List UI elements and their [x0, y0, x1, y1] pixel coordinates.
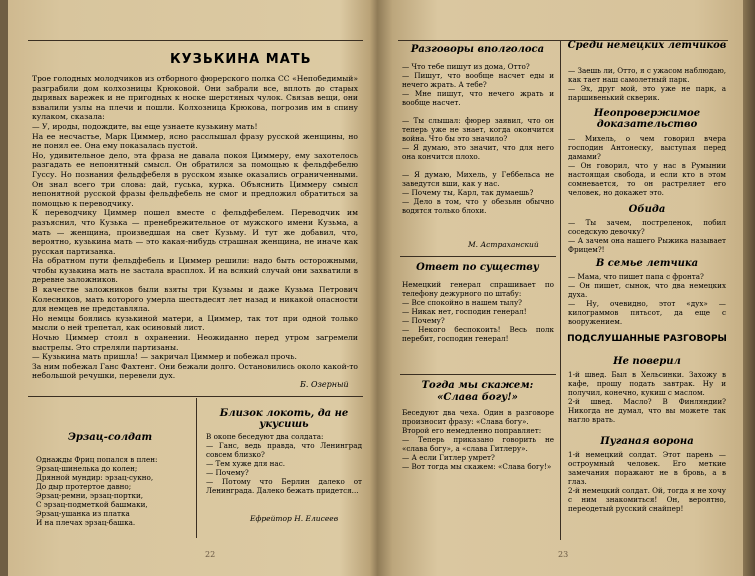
left-page-edge	[0, 0, 8, 576]
col2c-text: — Ты зачем, постреленок, побил соседскую девочку? — А зачем она нашего Рыжика называет Фрицем?!	[568, 218, 726, 254]
top-rule	[28, 40, 363, 41]
col2d-text: — Мама, что пишет папа с фронта? — Он пишет, сынок, что два немецких духа. — Ну, очевидно, этот «дух» — килограммов пятьсот, да еще с вооружением.	[568, 272, 726, 326]
joke-title: Близок локоть, да не укусишь	[219, 408, 349, 430]
poem-text: Однажды Фриц попался в плен: Эрзац-шинелька до колен; Дрянной мундир: эрзац-сукно, До дыр протертое давно; Эрзац-ремни, эрзац-портки, С эрзац-подметкой башмаки, Эрзац-ушанка из платка И на плечах эрзац-башка.	[36, 455, 158, 527]
poem-title: Эрзац-солдат	[67, 432, 153, 443]
col2b-text: — Михель, о чем говорил вчера господин Антонеску, выступая перед дамами? — Он говорил, что у нас в Румынии настоящая свобода, и если кто в этом сомневается, то он растреляет его человек, но докажет это.	[568, 134, 726, 197]
col1c-title: Тогда мы скажем: «Слава богу!»	[421, 380, 534, 403]
col2f-title: Не поверил	[613, 356, 681, 367]
col2e-title: ПОДСЛУШАННЫЕ РАЗГОВОРЫ	[567, 334, 727, 344]
col2b-title: Неопровержимое доказательство	[593, 108, 701, 130]
col1-author: М. Астраханский	[468, 240, 539, 249]
col1b-rule	[400, 374, 556, 375]
story-title: КУЗЬКИНА МАТЬ	[170, 52, 312, 67]
page-number-right: 23	[558, 550, 569, 559]
col2f-text: 1-й швед. Был в Хельсинки. Захожу в кафе, прошу подать завтрак. Ну и получил, конечно, кукиш с маслом. 2-й швед. Масло? В Финляндии? Никогда не думал, что вы можете так нагло врать.	[568, 370, 726, 424]
column-rule	[196, 398, 197, 538]
right-page-edge	[743, 0, 755, 576]
section-rule	[28, 396, 363, 397]
story-author: Б. Озерный	[300, 380, 349, 389]
col2g-text: 1-й немецкий солдат. Этот парень — остроумный человек. Его меткие замечания поражают не в бровь, а в глаз. 2-й немецкий солдат. Ой, тогда я не хочу с ним знакомиться! Он, вероятно, переодетый русский снайпер!	[568, 450, 726, 513]
joke-author: Ефрейтор Н. Елисеев	[250, 514, 339, 523]
page-number-left: 22	[205, 550, 216, 559]
col1-rule	[400, 256, 556, 257]
col2c-title: Обида	[628, 204, 666, 215]
column-rule-right	[560, 40, 561, 540]
col1c-text: Беседуют два чеха. Один в разговоре произносит фразу: «Слава богу». Второй его немедленно поправляет: — Теперь приказано говорить не «слава богу», а «слава Гитлеру». — А если Гитлер умрет? — Вот тогда мы скажем: «Слава богу!»	[402, 408, 554, 471]
col1-title: Разговоры вполголоса	[410, 44, 545, 55]
col2g-title: Пуганая ворона	[600, 436, 694, 447]
col2-title: Среди немецких летчиков	[567, 40, 727, 51]
joke-text: В окопе беседуют два солдата: — Ганс, ведь правда, что Ленинград совсем близко? — Тем хуже для нас. — Почему? — Потому что Берлин далеко от Ленинграда. Далеко бежать придется...	[206, 432, 362, 495]
col1b-title: Ответ по существу	[416, 262, 539, 273]
story-text: Трое голодных молодчиков из отборного фюрерского полка СС «Непобедимый» разграбили дом колхозницы Крюковой. Они забрали все, вплоть до старых дырявых варежек и не пригодных к носке шерстяных чулок. Связав вещи, они взвалили узлы на плечи и пошли. Колхозница Крюкова, погрозив им в спину кулаком, сказала: — У, ироды, подождите, вы еще узнаете кузькину мать! На ее несчастье, Марк Циммер, ясно расслышал фразу русской женщины, но не понял ее. Она ему показалась пустой. Но, удивительное дело, эта фраза не давала покоя Циммеру, ему захотелось разгадать ее непонятный смысл. Он обратился за помощью к фельдфебелю Гуссу. Но познания фельдфебеля в русском языке оказались ограниченными. Он знал всего три слова: дай, гуська, курка. Объяснить Циммеру смысл непонятной русской фразы фельдфебель не смог и предложил обратиться за помощью к переводчику. К переводчику Циммер пошел вместе с фельдфебелем. Переводчик им разъяснил, что Кузька — пренебрежительное от мужского имени Кузьма, а мать — женщина, произведшая на свет Кузьму. И тут же добавил, что, вероятно, кузькина мать — это какая-нибудь страшная женщина, не иначе как русская партизанка. На обратном пути фельдфебель и Циммер решили: надо быть осторожными, чтобы кузькина мать не застала врасплох. И на всякий случай они захватили в деревне заложников. В качестве заложников были взяты три Кузьмы и даже Кузьма Петрович Колесников, мать которого умерла шестьдесят лет назад и никакой опасности для немцев не представляла. Но немцы боялись кузькиной матери, а Циммер, так тот при одной только мысли о ней трепетал, как осиновый лист. Ночью Циммер стоял в охранении. Неожиданно перед утром загремели выстрелы. Это стреляли партизаны. — Кузькина мать пришла! — закричал Циммер и побежал прочь. За ним побежал Ганс Фахтенг. Они бежали долго. Остановились около какой-то небольшой речушки, перевели дух.	[32, 74, 358, 381]
col1b-text: Немецкий генерал спрашивает по телефону дежурного по штабу: — Все спокойно в нашем тылу? — Никак нет, господин генерал! — Почему? — Некого беспокоить! Весь полк перебит, господин генерал!	[402, 280, 554, 343]
col2-text: — Заешь ли, Отто, я с ужасом наблюдаю, как тает наш самолетный парк. — Эх, друг мой, это уже не парк, а паршивенький скверик.	[568, 66, 726, 102]
col1-text: — Что тебе пишут из дома, Отто? — Пишут, что вообще насчет еды и нечего жрать. А тебе? — Мне пишут, что нечего жрать и вообще насчет. — Ты слышал: фюрер заявил, что он теперь уже не знает, когда окончится война. Что бы это значило? — Я думаю, это значит, что для него она кончится плохо. — Я думаю, Михель, у Геббельса не заведутся вши, как у нас. — Почему ты, Карл, так думаешь? — Дело в том, что у обезьян обычно водятся только блохи.	[402, 62, 554, 215]
col2d-title: В семье летчика	[595, 258, 699, 269]
